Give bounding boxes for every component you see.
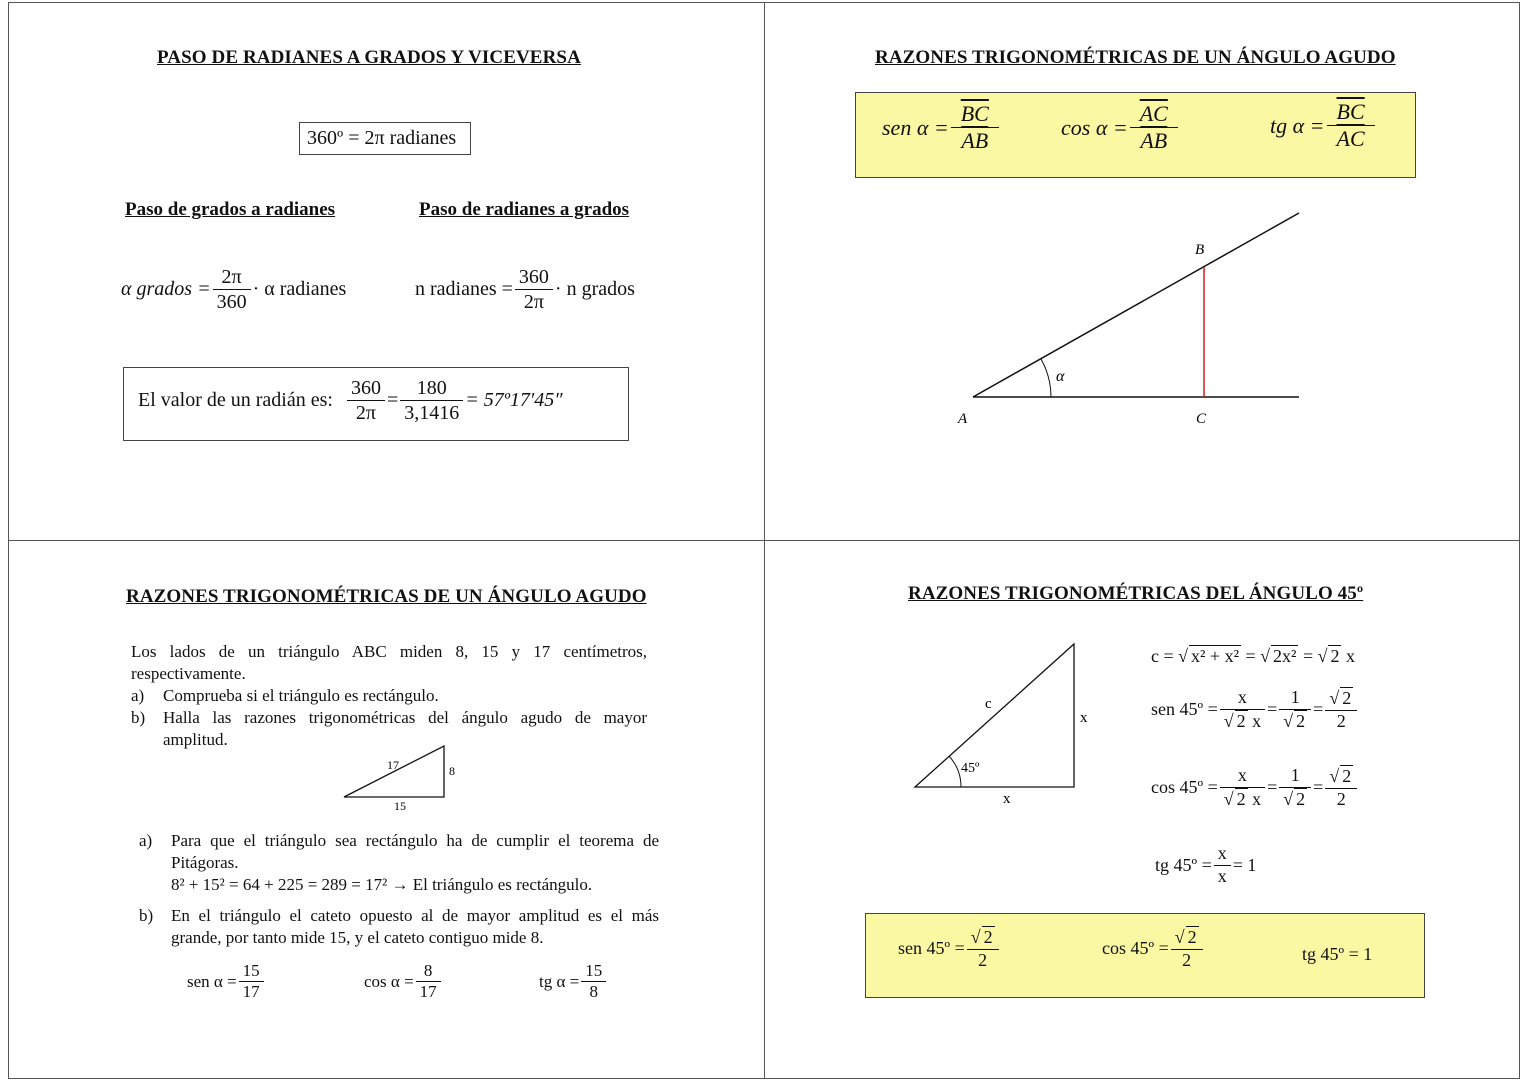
panel-exercise-8-15-17: [8, 540, 765, 1079]
sen45-frac2: [1279, 687, 1311, 732]
p3-cos-num: 8: [416, 961, 441, 982]
box-cos45-frac: [1171, 926, 1203, 971]
item-b-text-2: amplitud.: [163, 730, 228, 749]
c-eq-tail: x: [1345, 645, 1355, 666]
box-sen45-frac: [967, 926, 999, 971]
sen45-eq1: =: [1267, 699, 1278, 720]
panel-45-degree-ratios: [764, 540, 1520, 1079]
answer-a-line-1: Para que el triángulo sea rectángulo ha de cumplir el teorema de: [171, 831, 659, 850]
radian-den2: 3,1416: [404, 402, 460, 424]
sen45-derivation: [1151, 687, 1359, 732]
cos45-f1-num: x: [1220, 765, 1265, 788]
radian-frac2: [400, 376, 463, 425]
box-sen45: [898, 926, 1001, 971]
p3-tg-den: 8: [589, 982, 598, 1002]
p3-sen-frac: [239, 961, 264, 1003]
answer-b-line-1: En el triángulo el cateto opuesto al de mayor amplitud es el más: [171, 906, 659, 925]
item-b-marker: b): [131, 708, 146, 727]
p3-cos-lhs: cos α =: [364, 971, 414, 991]
p3-tg-num: 15: [581, 961, 606, 982]
c-eq-rad2: 2x²: [1273, 646, 1297, 666]
p3-tg-lhs: tg α =: [539, 971, 580, 991]
box-cos45-lhs: cos 45º =: [1102, 938, 1169, 959]
radian-value-box: [123, 367, 629, 441]
cos45-f2-num: 1: [1279, 765, 1311, 788]
answer-a-line-3: 8² + 15² = 64 + 225 = 289 = 17² → El triángulo es rectángulo.: [171, 875, 593, 894]
radian-value-formula: [138, 376, 563, 425]
cos45-frac2: [1279, 765, 1311, 810]
cos45-f2-den: √ 2: [1283, 788, 1306, 809]
sen45-frac1: [1220, 687, 1265, 732]
c-eq-lhs: c =: [1151, 645, 1174, 666]
box-sen45-num: √ 2: [967, 926, 999, 950]
p3-cos-den: 17: [419, 982, 437, 1002]
cos45-f1-den-tail: x: [1252, 788, 1262, 809]
sen45-f1-den-tail: x: [1252, 710, 1262, 731]
f1-num: 2π: [213, 265, 251, 290]
intro-line-2: respectivamente.: [131, 664, 246, 683]
radian-den1: 2π: [355, 402, 376, 424]
box-cos45-den: 2: [1182, 949, 1192, 970]
tri45-label-x-right: x: [1080, 710, 1088, 726]
tri-label-15: 15: [394, 799, 406, 811]
triangle-45-diagram: [905, 636, 1105, 811]
cos45-derivation: [1151, 765, 1359, 810]
label-C: C: [1196, 411, 1207, 427]
intro-line-1: Los lados de un triángulo ABC miden 8, 15 y 17 centímetros,: [131, 642, 647, 661]
sen45-f2-den-rad: 2: [1296, 710, 1306, 731]
tri-label-8: 8: [449, 764, 455, 778]
f1-rhs: · α radianes: [252, 278, 347, 300]
sen-alpha-result: [187, 961, 266, 1003]
triangle-8-15-17: [339, 741, 479, 811]
f2-lhs: n radianes =: [415, 278, 513, 300]
sen45-f2-num: 1: [1279, 687, 1311, 710]
angle-arc: [1041, 359, 1051, 397]
item-b-text-1: Halla las razones trigonométricas del ángulo agudo de mayor: [163, 708, 647, 727]
cos45-f3-den: 2: [1336, 788, 1346, 809]
p3-cos-frac: [416, 961, 441, 1003]
answer-b-line-2: grande, por tanto mide 15, y el cateto contiguo mide 8.: [171, 928, 544, 947]
f1-den: 360: [216, 291, 247, 313]
cos-alpha-result: [364, 961, 443, 1003]
cos45-lhs: cos 45º =: [1151, 777, 1218, 798]
panel3-title: RAZONES TRIGONOMÉTRICAS DE UN ÁNGULO AGUDO: [126, 586, 647, 607]
panel1-title: PASO DE RADIANES A GRADOS Y VICEVERSA: [157, 47, 581, 68]
c-eq-eq3: =: [1302, 645, 1314, 666]
sen-def-den: AB: [961, 128, 989, 154]
sen45-f3-den: 2: [1336, 710, 1346, 731]
tg45-derivation: [1155, 843, 1256, 887]
answer-a-line-2: Pitágoras.: [171, 853, 239, 872]
f2-num: 360: [515, 265, 553, 290]
radian-num1: 360: [347, 376, 385, 401]
cos45-f1-den: √ 2 x: [1223, 788, 1262, 809]
sqrt-sign-2: √: [1260, 645, 1271, 666]
tg45-den: x: [1217, 865, 1227, 886]
triangle-abc-diagram: [765, 3, 1521, 542]
subtitle-degrees-to-radians: Paso de grados a radianes: [125, 199, 336, 220]
cos45-eq1: =: [1267, 777, 1278, 798]
sen45-f3-num-rad: 2: [1342, 688, 1352, 708]
cos45-eq2: =: [1313, 777, 1324, 798]
tg45-num: x: [1214, 843, 1231, 866]
cos-def-den: AB: [1140, 128, 1168, 154]
hypotenuse-line: [973, 213, 1299, 397]
radian-num2: 180: [400, 376, 463, 401]
box-cos45: [1102, 926, 1205, 971]
answer-b: [139, 905, 659, 949]
tri45-label-c: c: [985, 696, 992, 712]
results-45-box: [865, 913, 1425, 998]
f2-rhs: · n grados: [554, 278, 635, 300]
panel4-title: RAZONES TRIGONOMÉTRICAS DEL ÁNGULO 45º: [908, 583, 1364, 604]
box-cos45-num-rad: 2: [1187, 927, 1197, 947]
subtitle-radians-to-degrees: Paso de radianes a grados: [419, 199, 630, 220]
p3-sen-den: 17: [242, 982, 260, 1002]
tg-alpha-result: [539, 961, 608, 1003]
sen45-frac3: [1325, 687, 1357, 732]
tg-def-num: $\overline{BC}$: [1327, 99, 1375, 126]
radian-value-label: El valor de un radián es:: [138, 389, 333, 411]
panel-radians-degrees: [8, 2, 765, 541]
exercise-statement: [131, 641, 647, 751]
answer-a: [139, 830, 659, 896]
answer-a-marker: a): [139, 831, 153, 850]
radian-frac1: [347, 376, 385, 425]
tri-label-17: 17: [387, 758, 399, 772]
sqrt-sign-1: √: [1178, 645, 1189, 666]
cos45-f3-num-rad: 2: [1342, 766, 1352, 786]
panel-acute-angle-ratios: [764, 2, 1520, 541]
tg45-rhs: = 1: [1232, 854, 1257, 875]
cos45-f2-den-rad: 2: [1296, 788, 1306, 809]
sen45-eq2: =: [1313, 699, 1324, 720]
f1-fraction: [213, 265, 251, 314]
tg-def-den: AC: [1336, 126, 1365, 152]
f1-lhs: α grados =: [121, 278, 211, 300]
formula-degrees-to-radians: [121, 265, 346, 314]
sen-def-num: $\overline{BC}$: [951, 101, 999, 128]
f2-fraction: [515, 265, 553, 314]
answer-b-marker: b): [139, 906, 154, 925]
hypotenuse-equation: [1151, 645, 1355, 667]
p3-sen-lhs: sen α =: [187, 971, 237, 991]
cos-def-num: $\overline{AC}$: [1130, 101, 1178, 128]
tg45-frac: [1214, 843, 1231, 887]
sqrt-sign-3: √: [1317, 645, 1328, 666]
box-sen45-num-rad: 2: [983, 927, 993, 947]
p3-tg-frac: [581, 961, 606, 1003]
cos45-f1-den-rad: 2: [1236, 788, 1246, 809]
sen45-f1-den-rad: 2: [1236, 710, 1246, 731]
item-a-text: Comprueba si el triángulo es rectángulo.: [163, 686, 439, 705]
triangle-45-shape: [915, 644, 1074, 787]
cos45-frac1: [1220, 765, 1265, 810]
label-alpha: α: [1056, 368, 1065, 385]
sen45-f3-num: √ 2: [1325, 687, 1357, 711]
sen45-f2-den: √ 2: [1283, 710, 1306, 731]
panel2-title: RAZONES TRIGONOMÉTRICAS DE UN ÁNGULO AGUDO: [875, 47, 1396, 68]
identity-box: [299, 122, 471, 155]
radian-eq1: =: [386, 389, 399, 411]
c-eq-rad3: 2: [1330, 646, 1340, 666]
tg-def-lhs: tg α =: [1270, 112, 1325, 138]
box-cos45-num: √ 2: [1171, 926, 1203, 950]
sen45-lhs: sen 45º =: [1151, 699, 1218, 720]
p3-sen-num: 15: [239, 961, 264, 982]
cos45-frac3: [1325, 765, 1357, 810]
tri45-label-x-bottom: x: [1003, 791, 1011, 807]
tri45-label-angle: 45º: [961, 761, 980, 776]
box-sen45-den: 2: [978, 949, 988, 970]
f2-den: 2π: [523, 291, 544, 313]
item-a-marker: a): [131, 686, 145, 705]
label-A: A: [958, 411, 968, 427]
identity-text: 360º = 2π radianes: [307, 127, 457, 149]
sen45-f1-num: x: [1220, 687, 1265, 710]
formula-radians-to-degrees: [415, 265, 635, 314]
c-eq-eq2: =: [1245, 645, 1256, 666]
box-tg45: tg 45º = 1: [1302, 944, 1373, 964]
cos-def-lhs: cos α =: [1061, 114, 1128, 140]
angle-45-arc: [949, 756, 961, 787]
cos45-f3-num: √ 2: [1325, 765, 1357, 789]
sen45-f1-den: √ 2 x: [1223, 710, 1262, 731]
radian-result: = 57º17′45″: [465, 389, 563, 411]
label-B: B: [1195, 242, 1205, 258]
tg45-lhs: tg 45º =: [1155, 854, 1212, 875]
sen-def-lhs: sen α =: [882, 114, 949, 140]
c-eq-rad1: x² + x²: [1191, 646, 1239, 666]
box-sen45-lhs: sen 45º =: [898, 938, 965, 959]
